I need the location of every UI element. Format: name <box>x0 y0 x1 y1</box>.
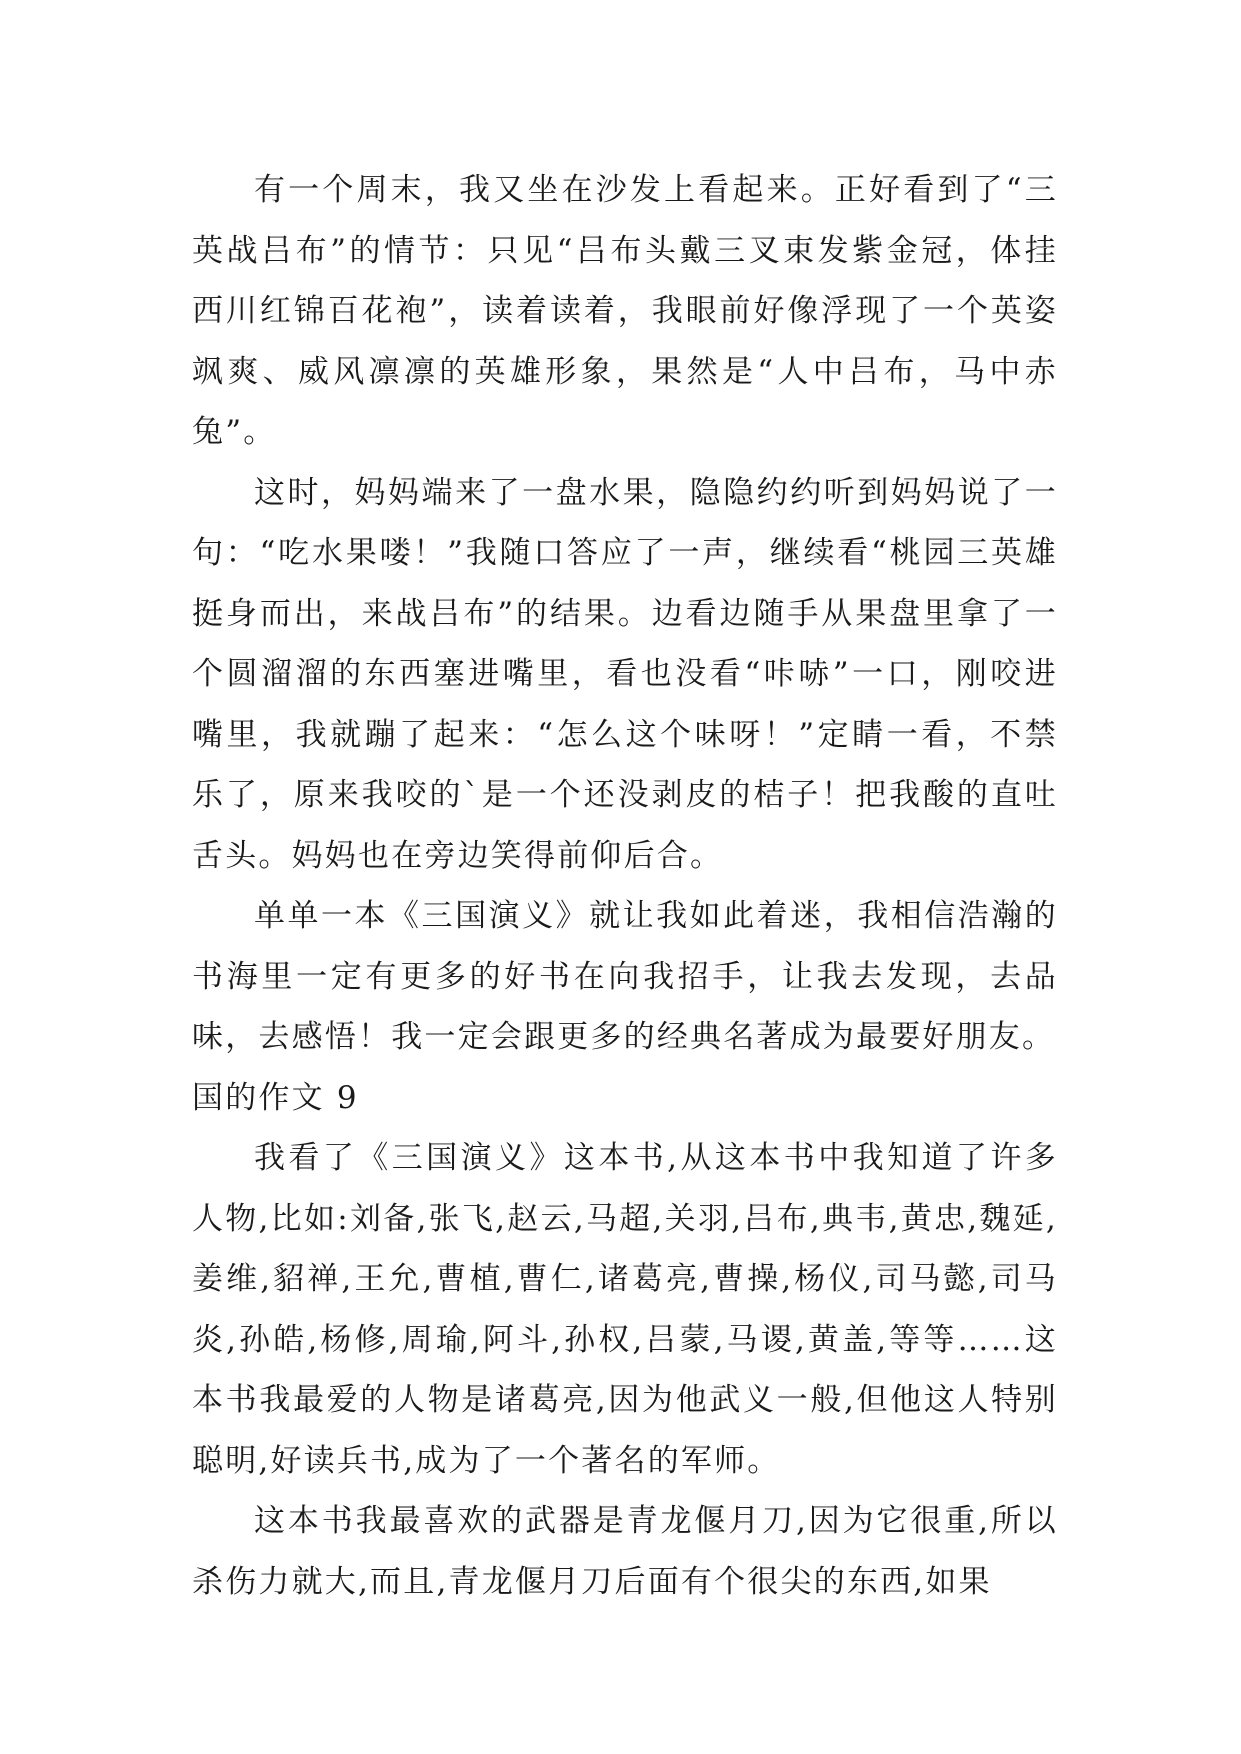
paragraph-characters: 我看了《三国演义》这本书,从这本书中我知道了许多人物,比如:刘备,张飞,赵云,马超,关羽,吕布,典韦,黄忠,魏延,姜维,貂禅,王允,曹植,曹仁,诸葛亮,曹操,杨仪,司马懿,司马炎,孙皓,杨修,周瑜,阿斗,孙权,吕蒙,马谡,黄盖,等等……这本书我最爱的人物是诸葛亮,因为他武义一般,但他这人特别聪明,好读兵书,成为了一个著名的军师。 <box>192 1140 1058 1479</box>
document-body <box>192 160 1058 1612</box>
paragraph-three-heroes: 有一个周末，我又坐在沙发上看起来。正好看到了“三英战吕布”的情节：只见“吕布头戴三叉束发紫金冠，体挂西川红锦百花袍”，读着读着，我眼前好像浮现了一个英姿飒爽、威风凛凛的英雄形象，果然是“人中吕布，马中赤兔”。 <box>192 172 1058 450</box>
paragraph-orange: 这时，妈妈端来了一盘水果，隐隐约约听到妈妈说了一句：“吃水果喽！”我随口答应了一声，继续看“桃园三英雄挺身而出，来战吕布”的结果。边看边随手从果盘里拿了一个圆溜溜的东西塞进嘴里，看也没看“咔哧”一口，刚咬进嘴里，我就蹦了起来：“怎么这个味呀！”定睛一看，不禁乐了，原来我咬的`是一个还没剥皮的桔子！把我酸的直吐舌头。妈妈也在旁边笑得前仰后合。 <box>192 474 1058 874</box>
section-heading: 国的作文 9 <box>192 1079 359 1116</box>
paragraph-weapon: 这本书我最喜欢的武器是青龙偃月刀,因为它很重,所以杀伤力就大,而且,青龙偃月刀后面有个很尖的东西,如果 <box>192 1503 1058 1600</box>
paragraph-conclusion: 单单一本《三国演义》就让我如此着迷，我相信浩瀚的书海里一定有更多的好书在向我招手，让我去发现，去品味，去感悟！我一定会跟更多的经典名著成为最要好朋友。 <box>192 898 1058 1055</box>
